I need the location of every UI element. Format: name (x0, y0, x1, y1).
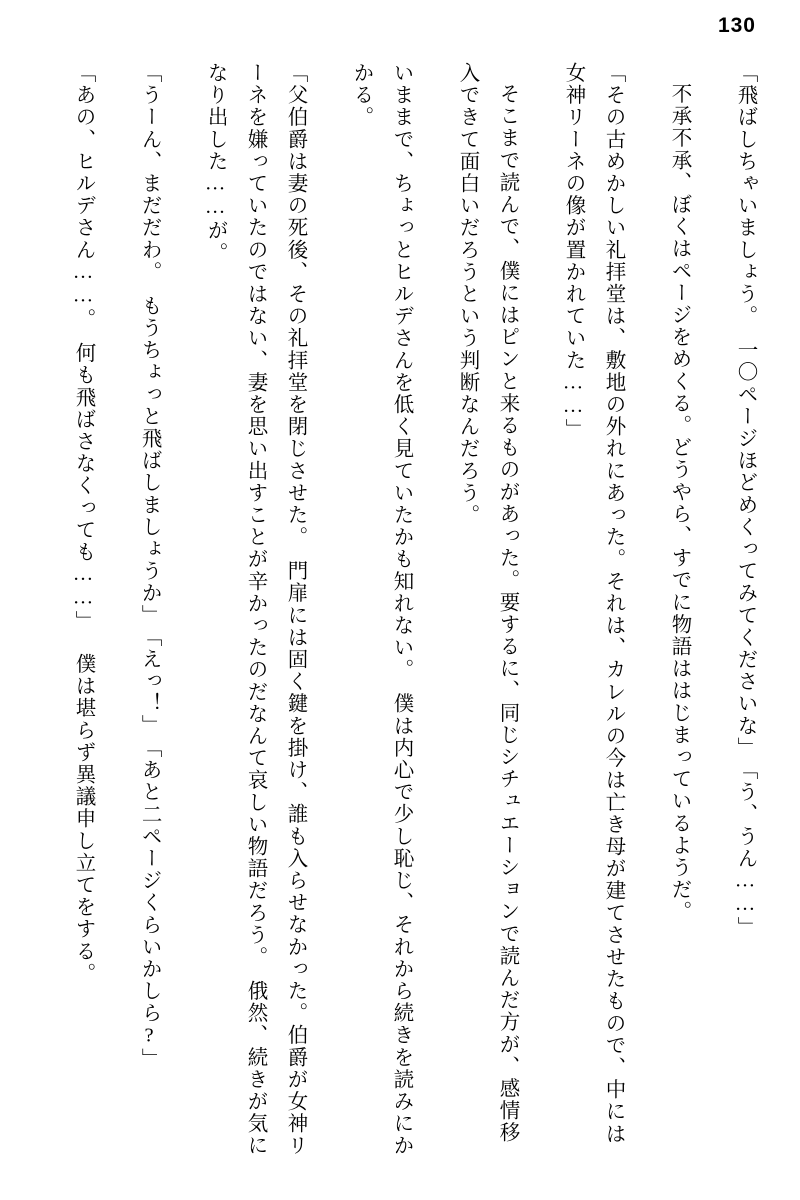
paragraph: 「飛ばしちゃいましょう。 一〇ページほどめくってみてくださいな」 (734, 62, 756, 759)
page-number: 130 (717, 14, 756, 37)
paragraph: 「その古めかしい礼拝堂は、敷地の外れにあった。それは、カレルの今は亡き母が建てさせたもので、中には女神リーネの像が置かれていた……」 (562, 62, 624, 1145)
paragraph: 僕は堪らず異議申し立てをする。 (72, 652, 95, 985)
paragraph: 不承不承、ぼくはページをめくる。どうやら、すでに物語ははじまっているようだ。 (667, 82, 690, 923)
page-body (36, 62, 764, 1160)
paragraph: そこまで読んで、僕にはピンと来るものがあった。要するに、同じシチュエーションで読んだ方が、感情移入できて面白いだろうという判断なんだろう。 (456, 62, 518, 1144)
paragraph: 「えっ！」 (138, 626, 161, 737)
paragraph: 「父伯爵は妻の死後、その礼拝堂を閉じさせた。 門扉には固く鍵を掛け、誰も入らせなかった。伯爵が女神リーネを嫌っていたのではない、妻を思い出すことが辛かったのだなんて哀しい物語だろう。 俄然、続きが気になり出した……が。 (204, 62, 307, 1157)
paragraph: 「あの、ヒルデさん……。 何も飛ばさなくっても……」 (72, 62, 95, 633)
paragraph: 「うーん、まだだわ。 もうちょっと飛ばしましょうか」 (138, 62, 161, 627)
paragraph: 「う、うん……」 (734, 758, 756, 939)
paragraph: いままで、ちょっとヒルデさんを低く見ていたかも知れない。 僕は内心で少し恥じ、それから続きを読みにかかる。 (350, 62, 412, 1157)
paragraph: 「あと二ページくらいかしら?」 (138, 736, 161, 1070)
